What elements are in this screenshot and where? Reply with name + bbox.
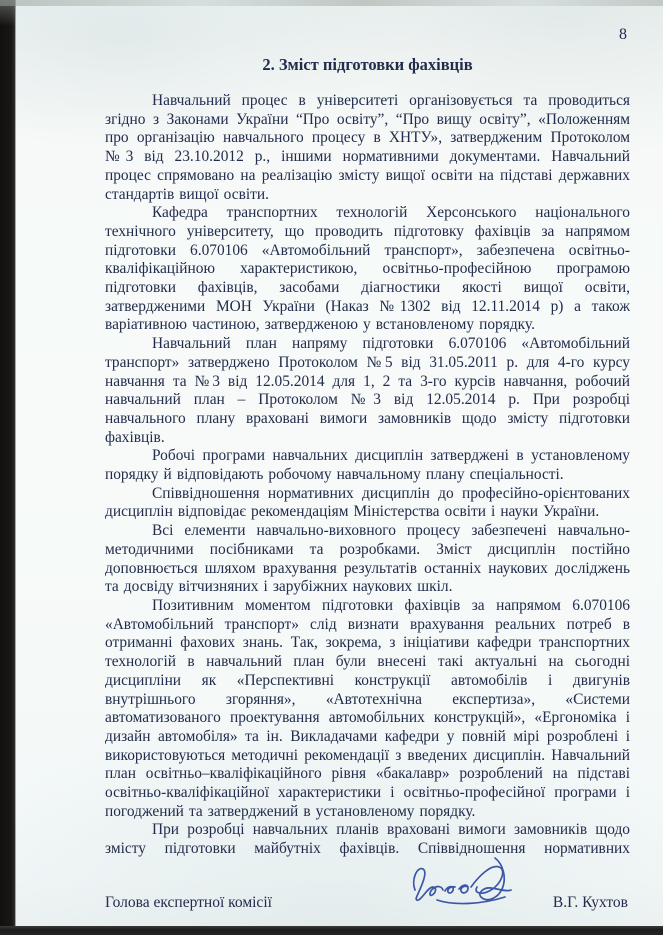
paragraph-disciplines-ratio: Співвідношення нормативних дисциплін до професійно-орієнтованих дисциплін відповідає рекомендаціям Міністерства освіти і науки України. bbox=[105, 484, 630, 521]
paragraph-plans-development: При розробці навчальних планів враховані вимоги замовників щодо змісту підготовки майбутніх фахівців. Співвідношення нормативних bbox=[105, 821, 630, 858]
signature bbox=[407, 854, 525, 916]
scan-edge-bottom bbox=[0, 926, 663, 935]
paragraph-curriculum-approval: Навчальний план напряму підготовки 6.070106 «Автомобільний транспорт» затверджено Протоколом №5 від 31.05.2011 р. для 4-го курсу навчання та №3 від 12.05.2014 для 1, 2 та 3-го курсів навчання, робочий навчальний план – Протоколом №3 від 12.05.2014 р. При розробці навчального плану враховані вимоги замовників щодо змісту підготовки фахівців. bbox=[105, 335, 630, 446]
scan-edge-left bbox=[0, 0, 16, 931]
paragraph-department: Кафедра транспортних технологій Херсонського національного технічного університету, що проводить підготовку фахівців за напрямом підготовки 6.070106 «Автомобільний транспорт», забезпечена освітньо-кваліфікаційною характеристикою, освітньо-професійною програмою підготовки фахівців, засобами діагностики якості вищої освіти, затвердженими МОН України (Наказ №1302 від 12.11.2014 р) а також варіативною частиною, затвердженою у встановленому порядку. bbox=[105, 204, 630, 334]
scan-edge-top bbox=[0, 0, 663, 6]
paragraph-positive-aspects: Позитивним моментом підготовки фахівців за напрямом 6.070106 «Автомобільний транспорт» слід визнати врахування реальних потреб в отриманні фахових знань. Так, зокрема, з ініціативи кафедри транспортних технологій в навчальний план були внесені такі актуальні на сьогодні дисципліни як «Перспективні конструкції автомобілів і двигунів внутрішнього згоряння», «Автотехнічна експертиза», «Системи автоматизованого проектування автомобільних конструкцій», «Ергономіка і дизайн автомобіля» та ін. Викладачами кафедри у повній мірі розроблені і використовуються методичні рекомендації з введених дисциплін. Навчальний план освітньо–кваліфікаційного рівня «бакалавр» розроблений на підставі освітньо-кваліфікаційної характеристики і освітньо-професійної програми і погоджений та затверджений в установленому порядку. bbox=[105, 596, 630, 820]
page-number: 8 bbox=[619, 26, 627, 43]
signatory-name: В.Г. Кухтов bbox=[552, 893, 628, 911]
paragraph-work-programs: Робочі програми навчальних дисциплін затверджені в установленому порядку й відповідають робочому навчальному плану спеціальності. bbox=[105, 447, 630, 484]
page-content bbox=[105, 26, 630, 926]
signature-block bbox=[105, 886, 630, 926]
section-heading: 2. Зміст підготовки фахівців bbox=[262, 55, 473, 74]
paragraph-educational-process: Навчальний процес в університеті організовується та проводиться згідно з Законами України “Про освіту”, “Про вищу освіту”, «Положенням про організацію навчального процесу в ХНТУ», затвердженим Протоколом №3 від 23.10.2012 р., іншими нормативними документами. Навчальний процес спрямовано на реалізацію змісту вищої освіти на підставі державних стандартів вищої освіти. bbox=[105, 92, 630, 203]
signatory-role: Голова експертної комісії bbox=[105, 893, 272, 911]
paragraph-methodical-support: Всі елементи навчально-виховного процесу забезпечені навчально-методичними посібниками та розробками. Зміст дисциплін постійно доповнюється шляхом врахування результатів останніх наукових досліджень та досвіду вітчизняних і зарубіжних наукових шкіл. bbox=[105, 522, 630, 596]
